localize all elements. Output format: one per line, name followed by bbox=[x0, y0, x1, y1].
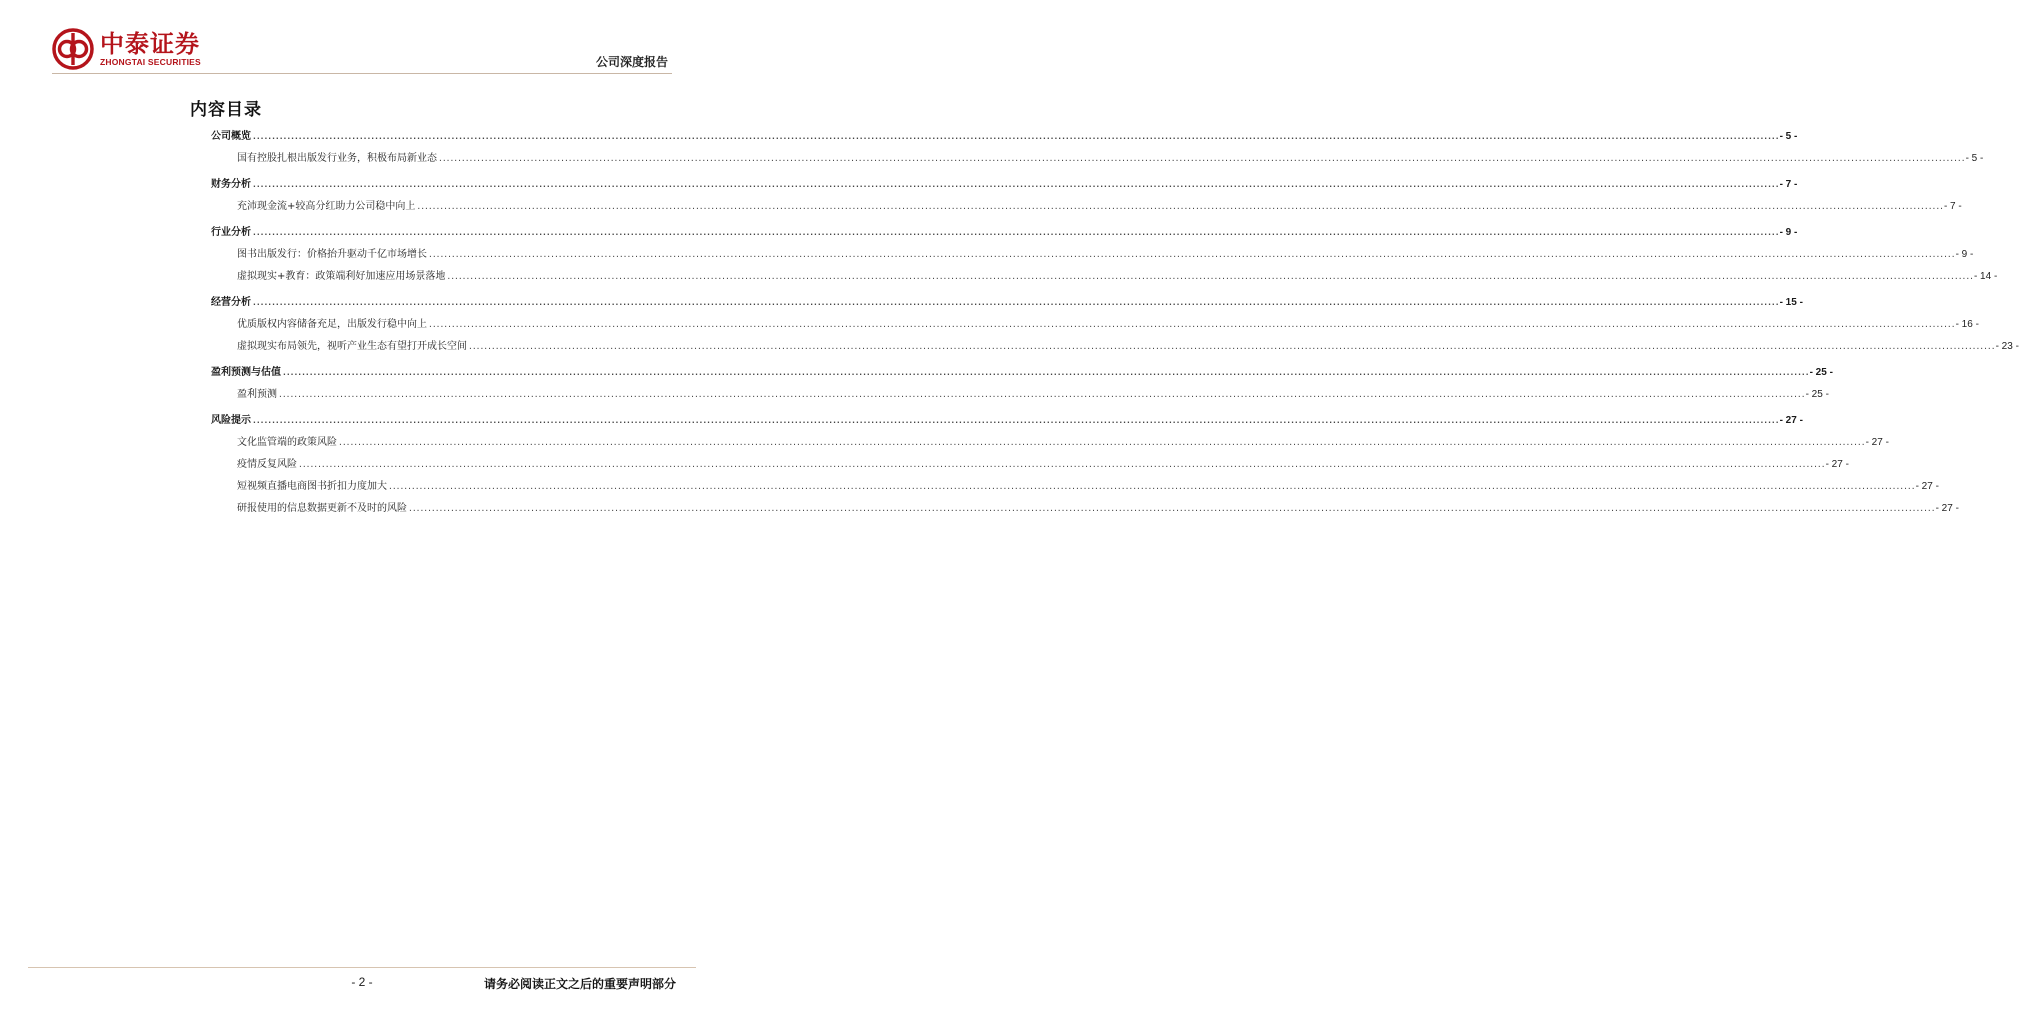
toc-entry-label: 风险提示 bbox=[211, 415, 251, 426]
toc-entry-page: - 7 - bbox=[1943, 201, 1962, 212]
table-of-contents bbox=[211, 130, 2019, 524]
toc-entry-page: - 27 - bbox=[1865, 437, 1889, 448]
toc-entry-label: 经营分析 bbox=[211, 297, 251, 308]
toc-leader-dots: ................................................................................................................................................................................................................................................................................................................................................................................................................ bbox=[338, 438, 1865, 447]
brand-name-en: ZHONGTAI SECURITIES bbox=[100, 56, 201, 67]
toc-entry-label: 短视频直播电商图书折扣力度加大 bbox=[237, 481, 387, 492]
toc-subsection-link[interactable] bbox=[211, 340, 2019, 362]
zhongtai-logo-icon bbox=[52, 28, 94, 70]
toc-entry-page: - 27 - bbox=[1779, 415, 1803, 426]
toc-entry-page: - 27 - bbox=[1825, 459, 1849, 470]
toc-section-link[interactable] bbox=[211, 296, 1803, 318]
toc-entry-label: 行业分析 bbox=[211, 227, 251, 238]
toc-section-link[interactable] bbox=[211, 414, 1803, 436]
toc-entry-page: - 25 - bbox=[1805, 389, 1829, 400]
toc-entry-page: - 27 - bbox=[1935, 503, 1959, 514]
toc-subsection-link[interactable] bbox=[211, 152, 1984, 174]
toc-section-link[interactable] bbox=[211, 178, 1798, 200]
toc-leader-dots: ................................................................................................................................................................................................................................................................................................................................................................................................................ bbox=[282, 368, 1809, 377]
toc-entry-page: - 16 - bbox=[1955, 319, 1979, 330]
brand-logo bbox=[52, 28, 201, 70]
toc-entry-label: 充沛现金流+较高分红助力公司稳中向上 bbox=[237, 201, 416, 212]
toc-entry-label: 虚拟现实+教育：政策端利好加速应用场景落地 bbox=[237, 271, 446, 282]
toc-leader-dots: ................................................................................................................................................................................................................................................................................................................................................................................................................ bbox=[252, 132, 1779, 141]
toc-entry-page: - 15 - bbox=[1779, 297, 1803, 308]
toc-entry-label: 国有控股扎根出版发行业务，积极布局新业态 bbox=[237, 153, 437, 164]
toc-section-link[interactable] bbox=[211, 366, 1833, 388]
toc-entry-label: 盈利预测与估值 bbox=[211, 367, 281, 378]
toc-section-link[interactable] bbox=[211, 226, 1798, 248]
toc-leader-dots: ................................................................................................................................................................................................................................................................................................................................................................................................................ bbox=[252, 180, 1779, 189]
toc-leader-dots: ................................................................................................................................................................................................................................................................................................................................................................................................................ bbox=[252, 298, 1779, 307]
toc-entry-page: - 9 - bbox=[1955, 249, 1974, 260]
toc-subsection-link[interactable] bbox=[211, 270, 1998, 292]
toc-leader-dots: ................................................................................................................................................................................................................................................................................................................................................................................................................ bbox=[468, 342, 1995, 351]
disclaimer-notice: 请务必阅读正文之后的重要声明部分 bbox=[483, 977, 676, 991]
toc-entry-label: 疫情反复风险 bbox=[237, 459, 297, 470]
toc-subsection-link[interactable] bbox=[211, 436, 1889, 458]
toc-entry-label: 虚拟现实布局领先，视听产业生态有望打开成长空间 bbox=[237, 341, 467, 352]
toc-entry-label: 财务分析 bbox=[211, 179, 251, 190]
footer-divider bbox=[28, 967, 696, 968]
toc-entry-page: - 25 - bbox=[1809, 367, 1833, 378]
toc-subsection-link[interactable] bbox=[211, 458, 1849, 480]
toc-subsection-link[interactable] bbox=[211, 480, 1939, 502]
toc-entry-page: - 5 - bbox=[1965, 153, 1984, 164]
toc-entry-label: 文化监管端的政策风险 bbox=[237, 437, 337, 448]
toc-leader-dots: ................................................................................................................................................................................................................................................................................................................................................................................................................ bbox=[252, 416, 1779, 425]
toc-leader-dots: ................................................................................................................................................................................................................................................................................................................................................................................................................ bbox=[252, 228, 1779, 237]
toc-entry-label: 图书出版发行：价格抬升驱动千亿市场增长 bbox=[237, 249, 427, 260]
toc-leader-dots: ................................................................................................................................................................................................................................................................................................................................................................................................................ bbox=[446, 272, 1973, 281]
toc-leader-dots: ................................................................................................................................................................................................................................................................................................................................................................................................................ bbox=[388, 482, 1915, 491]
page-number: - 2 - bbox=[351, 975, 373, 989]
toc-leader-dots: ................................................................................................................................................................................................................................................................................................................................................................................................................ bbox=[416, 202, 1943, 211]
toc-entry-label: 盈利预测 bbox=[237, 389, 277, 400]
toc-entry-label: 研报使用的信息数据更新不及时的风险 bbox=[237, 503, 407, 514]
toc-subsection-link[interactable] bbox=[211, 388, 1829, 410]
toc-section-link[interactable] bbox=[211, 130, 1798, 152]
toc-leader-dots: ................................................................................................................................................................................................................................................................................................................................................................................................................ bbox=[408, 504, 1935, 513]
report-type: 公司深度报告 bbox=[595, 55, 668, 69]
toc-entry-page: - 7 - bbox=[1779, 179, 1798, 190]
toc-leader-dots: ................................................................................................................................................................................................................................................................................................................................................................................................................ bbox=[428, 250, 1955, 259]
toc-leader-dots: ................................................................................................................................................................................................................................................................................................................................................................................................................ bbox=[298, 460, 1825, 469]
toc-leader-dots: ................................................................................................................................................................................................................................................................................................................................................................................................................ bbox=[278, 390, 1805, 399]
toc-subsection-link[interactable] bbox=[211, 200, 1962, 222]
toc-subsection-link[interactable] bbox=[211, 248, 1974, 270]
header-divider bbox=[52, 73, 672, 74]
toc-entry-page: - 27 - bbox=[1915, 481, 1939, 492]
toc-leader-dots: ................................................................................................................................................................................................................................................................................................................................................................................................................ bbox=[428, 320, 1955, 329]
toc-entry-page: - 9 - bbox=[1779, 227, 1798, 238]
toc-leader-dots: ................................................................................................................................................................................................................................................................................................................................................................................................................ bbox=[438, 154, 1965, 163]
toc-entry-page: - 5 - bbox=[1779, 131, 1798, 142]
toc-entry-page: - 14 - bbox=[1973, 271, 1998, 282]
toc-title: 内容目录 bbox=[190, 100, 262, 120]
toc-entry-label: 优质版权内容储备充足，出版发行稳中向上 bbox=[237, 319, 427, 330]
toc-entry-page: - 23 - bbox=[1995, 341, 2019, 352]
toc-subsection-link[interactable] bbox=[211, 318, 1979, 340]
toc-subsection-link[interactable] bbox=[211, 502, 1959, 524]
brand-name-cn: 中泰证券 bbox=[100, 29, 200, 58]
toc-entry-label: 公司概览 bbox=[211, 131, 251, 142]
